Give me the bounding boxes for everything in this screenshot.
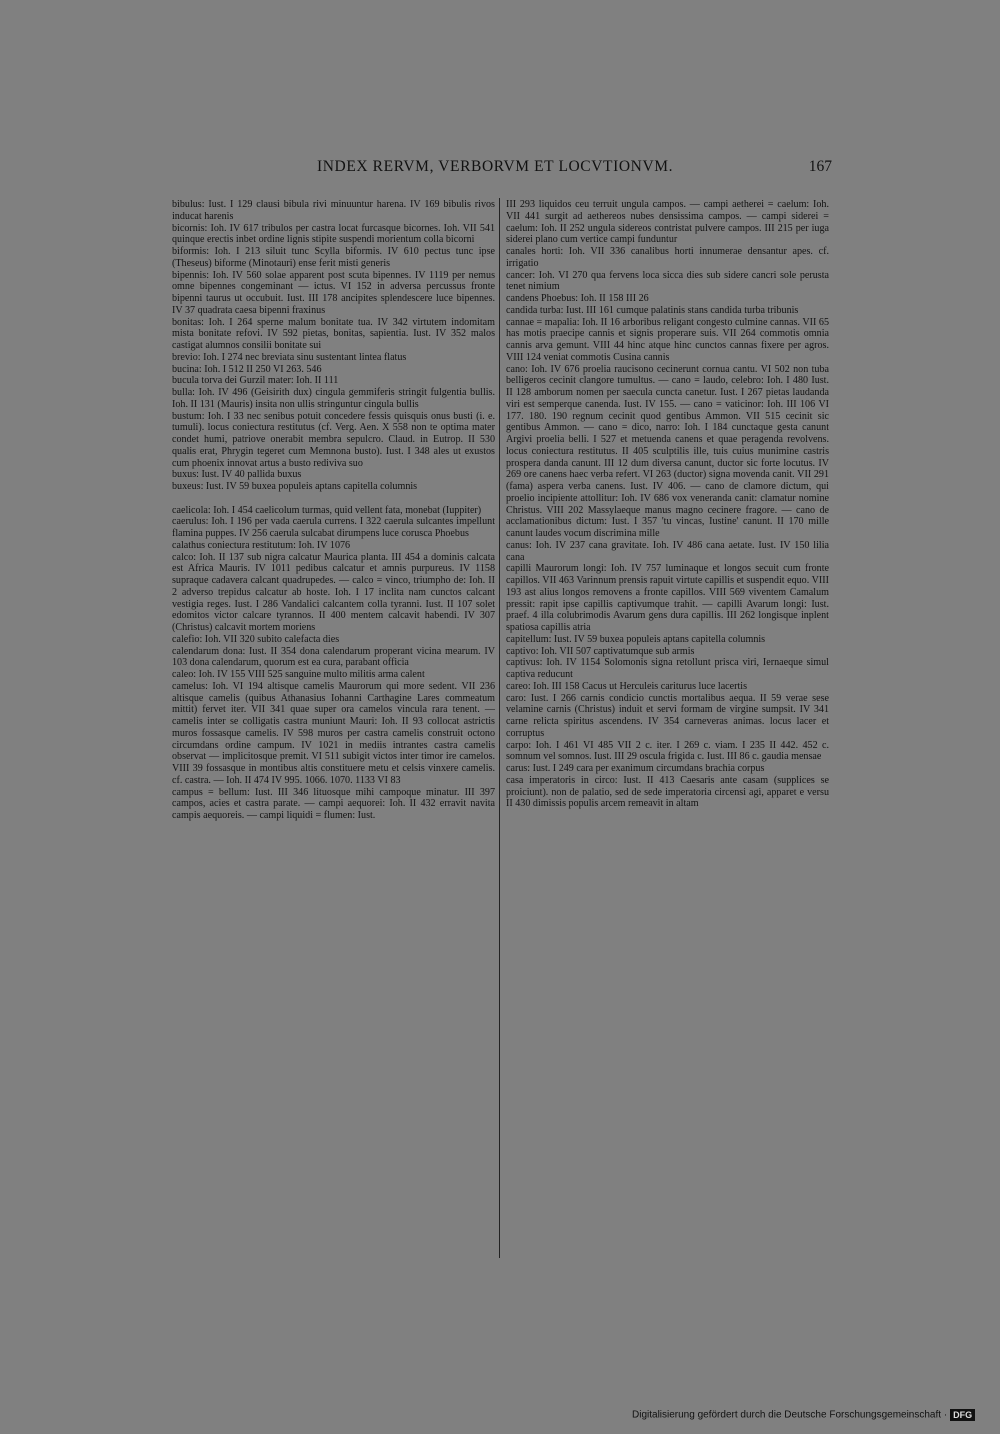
index-entry: candens Phoebus: Ioh. II 158 III 26 xyxy=(506,293,649,304)
index-entry: careo: Ioh. III 158 Cacus ut Herculeis cariturus luce lacertis xyxy=(506,680,748,692)
index-entry: calathus coniectura restitutum: Ioh. IV 1076 xyxy=(172,539,351,551)
index-entry: caleo: Ioh. IV 155 VIII 525 sanguine multo militis arma calent xyxy=(172,669,425,680)
index-entry: bulla: Ioh. IV 496 (Geisirith dux) cingula gemmiferis stringit fulgentia bullis. Ioh. II 131 (Mauris) insita non ullis stringuntur cingula bullis xyxy=(172,387,495,410)
index-entry: bicornis: Ioh. IV 617 tribulos per castra locat furcasque bicornes. Ioh. VII 541 quinque erectis inbet ordine lignis stipite suspendi morientum colla bicorni xyxy=(172,222,495,246)
index-entry: carpo: Ioh. I 461 VI 485 VII 2 c. iter. I 269 c. viam. I 235 II 442. 452 c. somnum vel somnos. Iust. III 29 oscula frigida c. Iust. III 86 c. gaudia mensae xyxy=(506,739,829,763)
dfg-logo: DFG xyxy=(950,1409,975,1421)
index-entry: bucula torva dei Gurzil mater: Ioh. II 111 xyxy=(172,375,339,387)
index-entry: cannae = mapalia: Ioh. II 16 arboribus religant congesto culmine cannas. VII 65 has motis praecipe cannis et signis properare suis. VII 264 commotis omnia cannis arva gemunt. VIII 44 hinc atque hinc cunctos cannas fixere per agros. VIII 124 veniat commotis Cusina cannis xyxy=(506,316,829,363)
index-entry: bustum: Ioh. I 33 nec senibus potuit concedere fessis quisquis onus busti (i. e. tumuli). locus coniectura restitutus (cf. Verg. Aen. X 558 non te optima mater condet humi, patriove onerabit membra sepulcro. Claud. in Eutrop. II 530 qualis erat, Phrygin tegeret cum Memnona busto). Iust. I 348 ales ut exustos cum phoenix innovat artus a busto rediviva suo xyxy=(172,410,495,469)
index-entry: captivus: Ioh. IV 1154 Solomonis signa retollunt prisca viri, Iernaeque simul captiva reducunt xyxy=(506,657,829,680)
index-entry: bucina: Ioh. I 512 II 250 VI 263. 546 xyxy=(172,363,322,375)
index-entry: cano: Ioh. IV 676 proelia raucisono cecinerunt cornua cantu. VI 502 non tuba belligeros cecinit clangore tumultus. — cano = laudo, celebro: Ioh. I 480 Iust. II 128 amborum nomen per saecula cuncta canetur. Iust. I 267 pietas laudanda viri est semperque canenda. Iust. IV 155. — cano = vaticinor: Ioh. III 106 VI 177. 180. 190 regnum cecinit quod gentibus Ammon. VII 515 cecinit sic gentibus Ammon. — cano = dico, narro: Ioh. I 184 cunctaque gesta canunt Argivi proelia belli. I 527 et metuenda canens et quae peragenda revolvens. locus coniectura restitutus. II 405 sculptilis ille, tuis cuius munimine castris prospera danda canunt. III 12 dum diversa canunt, ductor sic forte locutus. IV 269 ore canens haec verba refert. VI 263 (ductor) signa movenda canit. VII 291 (fama) aspera verba canens. Iust. IV 406. — cano de clamore dictum, qui proelio incipiente attollitur: Ioh. IV 686 vox veneranda canit: clamatur nomine Christus. VIII 202 Massylaeque manus magno cecinere fragore. — cano de acclamationibus dictum: Iust. I 357 'tu vincas, Iustine' canunt. II 170 mille canunt laudes vocum discrimina mille xyxy=(506,363,829,539)
index-entry: captivo: Ioh. VII 507 captivatumque sub armis xyxy=(506,645,695,657)
index-entry: caelicola: Ioh. I 454 caelicolum turmas, quid vellent fata, monebat (Iuppiter) xyxy=(172,504,482,516)
index-entry: buxus: Iust. IV 40 pallida buxus xyxy=(172,469,302,481)
index-entry: casa imperatoris in circo: Iust. II 413 Caesaris ante casam (supplices se proiciunt). non de palatio, sed de sede imperatoria circensi agi, apparet e versu II 430 dimissis populis arcem remeavit in altam xyxy=(506,774,829,810)
index-entry: brevio: Ioh. I 274 nec breviata sinu sustentant lintea flatus xyxy=(172,351,407,363)
index-entry: calendarum dona: Iust. II 354 dona calendarum properant vicina mearum. IV 103 dona calendarum, quorum est ea cura, parabant officia xyxy=(172,645,495,669)
credit-text: Digitalisierung gefördert durch die Deutsche Forschungsgemeinschaft · xyxy=(632,1409,948,1421)
index-entry: III 293 liquidos ceu terruit ungula campos. — campi aetherei = caelum: Ioh. VII 441 surgit ad aethereos nubes densissima campos. — campi siderei = caelum: Ioh. II 252 ungula sidereos contristat pulvere campos. III 215 per iuga siderei plano cum vertice campi funduntur xyxy=(506,199,829,246)
right-column xyxy=(506,199,829,1259)
index-entry: calefio: Ioh. VII 320 subito calefacta dies xyxy=(172,633,340,645)
left-column xyxy=(172,199,495,1259)
index-entry: bonitas: Ioh. I 264 sperne malum bonitate tua. IV 342 virtutem indomitam mista bonitate refovi. IV 592 pietas, bonitas, sapientia. Iust. IV 352 malos castigat alumnos consilii bonitate sui xyxy=(172,316,495,351)
index-entry: caro: Iust. I 266 carnis condicio cunctis mortalibus aequa. II 59 verae sese velamine carnis (Christus) induit et servi formam de virgine sumpsit. IV 341 carne relicta spiritus ascendens. IV 354 carneveras animas. locus lacer et corruptus xyxy=(506,692,829,739)
index-entry: bipennis: Ioh. IV 560 solae apparent post scuta bipennes. IV 1119 per nemus omne bipennes congeminant — ictus. VI 152 in adversa percussus fronte bipenni taurus ut occubuit. Iust. III 178 ancipites splendescere luce bipennes. IV 37 quadrata caesa bipenni fraxinus xyxy=(172,269,495,316)
index-entry: calco: Ioh. II 137 sub nigra calcatur Maurica planta. III 454 a dominis calcata est Africa Mauris. IV 1011 pedibus calcatur et amnis purpureus. IV 1158 supraque cadavera calcant quadrupedes. — calco = vinco, triumpho de: Ioh. II 2 adverso trepidus calcatur ab hoste. Ioh. I 17 inclita nam cunctos calcant vestigia reges. Iust. I 286 Vandalici calcantem colla tyranni. Iust. II 107 solet edomitos victor calcare tyrannos. II 400 mentem calcavit habendi. IV 307 (Christus) calcavit mortem moriens xyxy=(172,551,495,633)
index-entry: caerulus: Ioh. I 196 per vada caerula currens. I 322 caerula sulcantes impellunt flamina puppes. IV 256 caerula sulcabat dirumpens luce corusca Phoebus xyxy=(172,516,495,539)
index-entry: biformis: Ioh. I 213 siluit tunc Scylla biformis. IV 610 pectus tunc ipse (Theseus) biforme (Minotauri) ense ferit misti generis xyxy=(172,246,495,269)
index-entry: carus: Iust. I 249 cara per exanimum circumdans brachia corpus xyxy=(506,763,765,774)
digitization-credit xyxy=(632,1409,975,1421)
index-entry: bibulus: Iust. I 129 clausi bibula rivi minuuntur harena. IV 169 bibulis rivos inducat harenis xyxy=(172,199,495,222)
page-number: 167 xyxy=(808,158,832,175)
index-entry: capilli Maurorum longi: Ioh. IV 757 luminaque et longos secuit cum fronte capillos. VII 463 Varinnum prensis rapuit virtute capillis et suspendit equo. VIII 193 ast alius longos removens a fronte capillos. VIII 569 viventem Camalum pressit: rapit ipse capillis captivumque trahit. — capilli Avarum longi: Iust. praef. 4 illa colubrimodis Avarum gens dura capillis. III 262 longisque inplent spatiosa capillis atria xyxy=(506,563,829,633)
letter-section-gap xyxy=(172,493,495,505)
page-header xyxy=(172,158,832,180)
index-entry: camelus: Ioh. VI 194 altisque camelis Maurorum qui more sedent. VII 236 altisque camelis (quibus Athanasius Iohanni Carthagine Lares commeatum mittit) fervet iter. VII 341 quae super ora camelos vincula rara tenent. — camelis inter se colligatis castra muniunt Mauri: Ioh. II 93 collocat astrictis muros fossasque camelis. IV 598 muros per castra camelis construit octono circumdans ordine campum. IV 1021 in mediis intrantes castra camelis observat — implicitosque premit. VI 511 subigit victos inter timor ire camelos. VIII 39 fossasque in montibus altis constituere metu et celsis vinxere camelis. cf. castra. — Ioh. II 474 IV 995. 1066. 1070. 1133 VI 83 xyxy=(172,680,495,786)
index-entry: capitellum: Iust. IV 59 buxea populeis aptans capitella columnis xyxy=(506,633,766,645)
index-entry: candida turba: Iust. III 161 cumque palatinis stans candida turba tribunis xyxy=(506,304,799,316)
index-entry: cancer: Ioh. VI 270 qua fervens loca sicca dies sub sidere cancri sole perusta tenet nimium xyxy=(506,269,829,293)
index-entry: canales horti: Ioh. VII 336 canalibus horti innumerae densantur apes. cf. irrigatio xyxy=(506,246,829,269)
running-title: INDEX RERVM, VERBORVM ET LOCVTIONVM. xyxy=(317,158,674,175)
index-entry: canus: Ioh. IV 237 cana gravitate. Ioh. IV 486 cana aetate. Iust. IV 150 lilia cana xyxy=(506,539,829,563)
index-entry: buxeus: Iust. IV 59 buxea populeis aptans capitella columnis xyxy=(172,481,418,492)
index-entry: campus = bellum: Iust. III 346 lituosque mihi campoque minatur. III 397 campos, acies et castra parate. — campi aequorei: Ioh. II 432 erravit navita campis aequoreis. — campi liquidi = flumen: Iust. xyxy=(172,786,495,821)
